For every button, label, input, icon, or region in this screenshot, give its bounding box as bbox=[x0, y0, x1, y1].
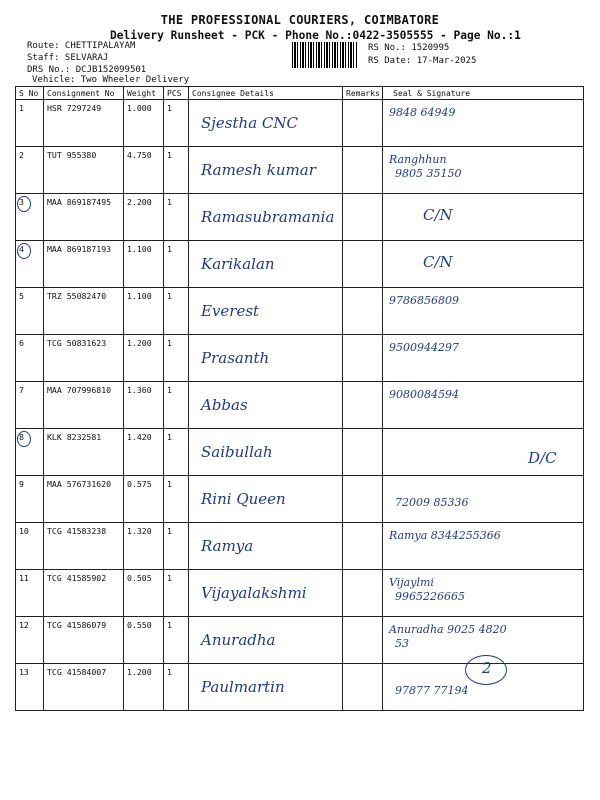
consignee-cell bbox=[189, 382, 343, 429]
consignee-handwriting: Rini Queen bbox=[201, 490, 286, 508]
weight-value: 0.575 bbox=[124, 476, 164, 523]
remarks-cell bbox=[343, 100, 383, 147]
table-row bbox=[16, 617, 584, 664]
serial-number-cell bbox=[16, 523, 44, 570]
table-row bbox=[16, 570, 584, 617]
consignee-handwriting: Anuradha bbox=[201, 631, 276, 649]
rs-number: RS No.: 1520995 bbox=[368, 43, 450, 53]
serial-number: 13 bbox=[19, 667, 29, 677]
signature-handwriting: C/N bbox=[423, 206, 453, 224]
column-header: PCS bbox=[164, 87, 189, 100]
serial-number-cell bbox=[16, 100, 44, 147]
remarks-cell bbox=[343, 476, 383, 523]
weight-value: 1.360 bbox=[124, 382, 164, 429]
consignee-cell bbox=[189, 194, 343, 241]
consignee-cell bbox=[189, 147, 343, 194]
signature-cell bbox=[383, 523, 584, 570]
staff-label: Staff: SELVARAJ bbox=[27, 53, 109, 63]
serial-number-cell bbox=[16, 241, 44, 288]
signature-phone-handwriting: 9805 35150 bbox=[395, 167, 462, 180]
drs-number: DRS No.: DCJB152099501 bbox=[27, 65, 147, 75]
weight-value: 0.505 bbox=[124, 570, 164, 617]
serial-number: 9 bbox=[19, 479, 24, 489]
consignment-number: MAA 707996810 bbox=[44, 382, 124, 429]
signature-handwriting: 9848 64949 bbox=[389, 106, 456, 119]
pcs-value: 1 bbox=[164, 570, 189, 617]
weight-value: 1.100 bbox=[124, 288, 164, 335]
remarks-cell bbox=[343, 194, 383, 241]
pcs-value: 1 bbox=[164, 194, 189, 241]
signature-handwriting: 9080084594 bbox=[389, 388, 459, 401]
consignee-cell bbox=[189, 335, 343, 382]
serial-number-cell bbox=[16, 617, 44, 664]
table-row bbox=[16, 147, 584, 194]
signature-handwriting: C/N bbox=[423, 253, 453, 271]
pcs-value: 1 bbox=[164, 523, 189, 570]
signature-cell bbox=[383, 194, 584, 241]
serial-circle-mark bbox=[17, 431, 31, 447]
consignment-number: TRZ 55082470 bbox=[44, 288, 124, 335]
signature-cell bbox=[383, 476, 584, 523]
consignee-cell bbox=[189, 476, 343, 523]
route-label: Route: CHETTIPALAYAM bbox=[27, 41, 136, 51]
consignee-handwriting: Ramesh kumar bbox=[201, 161, 316, 179]
weight-value: 2.200 bbox=[124, 194, 164, 241]
consignment-number: MAA 869187193 bbox=[44, 241, 124, 288]
barcode-image bbox=[292, 42, 358, 68]
consignment-number: TCG 41586079 bbox=[44, 617, 124, 664]
consignee-handwriting: Paulmartin bbox=[201, 678, 285, 696]
consignment-number: TUT 955380 bbox=[44, 147, 124, 194]
vehicle-label: Vehicle: Two Wheeler Delivery bbox=[32, 75, 190, 85]
signature-handwriting: Ramya 8344255366 bbox=[389, 529, 501, 542]
serial-number: 7 bbox=[19, 385, 24, 395]
table-row bbox=[16, 476, 584, 523]
consignee-cell bbox=[189, 100, 343, 147]
weight-value: 1.200 bbox=[124, 335, 164, 382]
remarks-cell bbox=[343, 429, 383, 476]
pcs-value: 1 bbox=[164, 382, 189, 429]
table-row bbox=[16, 523, 584, 570]
signature-cell bbox=[383, 288, 584, 335]
consignee-handwriting: Ramya bbox=[201, 537, 254, 555]
serial-number-cell bbox=[16, 335, 44, 382]
signature-phone-handwriting: 72009 85336 bbox=[395, 496, 469, 509]
weight-value: 1.100 bbox=[124, 241, 164, 288]
consignee-cell bbox=[189, 570, 343, 617]
signature-handwriting: 9786856809 bbox=[389, 294, 459, 307]
column-header: Remarks bbox=[343, 87, 383, 100]
remarks-cell bbox=[343, 382, 383, 429]
pcs-value: 1 bbox=[164, 664, 189, 711]
serial-number: 3 bbox=[19, 197, 24, 207]
serial-number-cell bbox=[16, 147, 44, 194]
remarks-cell bbox=[343, 664, 383, 711]
consignee-cell bbox=[189, 241, 343, 288]
consignee-cell bbox=[189, 664, 343, 711]
serial-number: 6 bbox=[19, 338, 24, 348]
column-header: S No bbox=[16, 87, 44, 100]
table-row bbox=[16, 100, 584, 147]
signature-handwriting: 9500944297 bbox=[389, 341, 459, 354]
serial-number: 5 bbox=[19, 291, 24, 301]
signature-cell bbox=[383, 382, 584, 429]
consignee-handwriting: Ramasubramania bbox=[201, 208, 335, 226]
consignment-number: TCG 50831623 bbox=[44, 335, 124, 382]
remarks-cell bbox=[343, 523, 383, 570]
pcs-value: 1 bbox=[164, 288, 189, 335]
signature-cell bbox=[383, 147, 584, 194]
column-header: Consignment No bbox=[44, 87, 124, 100]
pcs-value: 1 bbox=[164, 100, 189, 147]
serial-number: 11 bbox=[19, 573, 29, 583]
consignee-handwriting: Saibullah bbox=[201, 443, 273, 461]
pcs-value: 1 bbox=[164, 335, 189, 382]
weight-value: 1.200 bbox=[124, 664, 164, 711]
table-row bbox=[16, 288, 584, 335]
signature-phone-handwriting: 97877 77194 bbox=[395, 684, 469, 697]
remarks-cell bbox=[343, 335, 383, 382]
signature-cell bbox=[383, 429, 584, 476]
consignee-handwriting: Karikalan bbox=[201, 255, 275, 273]
serial-number-cell bbox=[16, 570, 44, 617]
pcs-value: 1 bbox=[164, 241, 189, 288]
company-title: THE PROFESSIONAL COURIERS, COIMBATORE bbox=[160, 13, 440, 27]
serial-number: 1 bbox=[19, 103, 24, 113]
serial-number-cell bbox=[16, 664, 44, 711]
weight-value: 0.550 bbox=[124, 617, 164, 664]
signature-handwriting: Anuradha 9025 4820 bbox=[389, 623, 507, 636]
consignment-number: TCG 41585902 bbox=[44, 570, 124, 617]
remarks-cell bbox=[343, 241, 383, 288]
consignment-number: TCG 41583238 bbox=[44, 523, 124, 570]
weight-value: 4.750 bbox=[124, 147, 164, 194]
page-marker: 2 bbox=[482, 659, 492, 677]
signature-phone-handwriting: 53 bbox=[395, 637, 409, 650]
table-body bbox=[16, 100, 584, 711]
column-header: Consignee Details bbox=[189, 87, 343, 100]
table-header-row bbox=[16, 87, 584, 100]
serial-number-cell bbox=[16, 429, 44, 476]
pcs-value: 1 bbox=[164, 617, 189, 664]
serial-number: 8 bbox=[19, 432, 24, 442]
serial-number-cell bbox=[16, 382, 44, 429]
remarks-cell bbox=[343, 617, 383, 664]
signature-handwriting: D/C bbox=[528, 449, 557, 467]
weight-value: 1.000 bbox=[124, 100, 164, 147]
runsheet-table bbox=[15, 86, 584, 711]
signature-phone-handwriting: 9965226665 bbox=[395, 590, 465, 603]
serial-number-cell bbox=[16, 288, 44, 335]
consignee-handwriting: Abbas bbox=[201, 396, 248, 414]
consignee-cell bbox=[189, 429, 343, 476]
serial-circle-mark bbox=[17, 196, 31, 212]
serial-number: 2 bbox=[19, 150, 24, 160]
signature-handwriting: Vijaylmi bbox=[389, 576, 434, 589]
serial-number: 12 bbox=[19, 620, 29, 630]
serial-number: 4 bbox=[19, 244, 24, 254]
column-header: Weight bbox=[124, 87, 164, 100]
table-row bbox=[16, 382, 584, 429]
consignee-handwriting: Vijayalakshmi bbox=[201, 584, 307, 602]
signature-cell bbox=[383, 570, 584, 617]
consignment-number: HSR 7297249 bbox=[44, 100, 124, 147]
table-row bbox=[16, 429, 584, 476]
consignment-number: MAA 576731620 bbox=[44, 476, 124, 523]
pcs-value: 1 bbox=[164, 476, 189, 523]
consignment-number: KLK 8232581 bbox=[44, 429, 124, 476]
consignee-handwriting: Sjestha CNC bbox=[201, 114, 298, 132]
weight-value: 1.420 bbox=[124, 429, 164, 476]
runsheet-title: Delivery Runsheet - PCK - Phone No.:0422-3505555 - Page No.:1 bbox=[110, 29, 521, 42]
table-row bbox=[16, 335, 584, 382]
rs-date: RS Date: 17-Mar-2025 bbox=[368, 56, 477, 66]
consignment-number: MAA 869187495 bbox=[44, 194, 124, 241]
table-row bbox=[16, 194, 584, 241]
table-row bbox=[16, 241, 584, 288]
serial-circle-mark bbox=[17, 243, 31, 259]
consignee-handwriting: Everest bbox=[201, 302, 260, 320]
weight-value: 1.320 bbox=[124, 523, 164, 570]
remarks-cell bbox=[343, 570, 383, 617]
consignment-number: TCG 41584007 bbox=[44, 664, 124, 711]
signature-cell bbox=[383, 241, 584, 288]
pcs-value: 1 bbox=[164, 147, 189, 194]
consignee-handwriting: Prasanth bbox=[201, 349, 270, 367]
column-header: Seal & Signature bbox=[383, 87, 584, 100]
signature-handwriting: Ranghhun bbox=[389, 153, 447, 166]
pcs-value: 1 bbox=[164, 429, 189, 476]
serial-number: 10 bbox=[19, 526, 29, 536]
remarks-cell bbox=[343, 288, 383, 335]
signature-cell bbox=[383, 335, 584, 382]
serial-number-cell bbox=[16, 476, 44, 523]
remarks-cell bbox=[343, 147, 383, 194]
consignee-cell bbox=[189, 523, 343, 570]
consignee-cell bbox=[189, 617, 343, 664]
consignee-cell bbox=[189, 288, 343, 335]
signature-cell bbox=[383, 100, 584, 147]
serial-number-cell bbox=[16, 194, 44, 241]
